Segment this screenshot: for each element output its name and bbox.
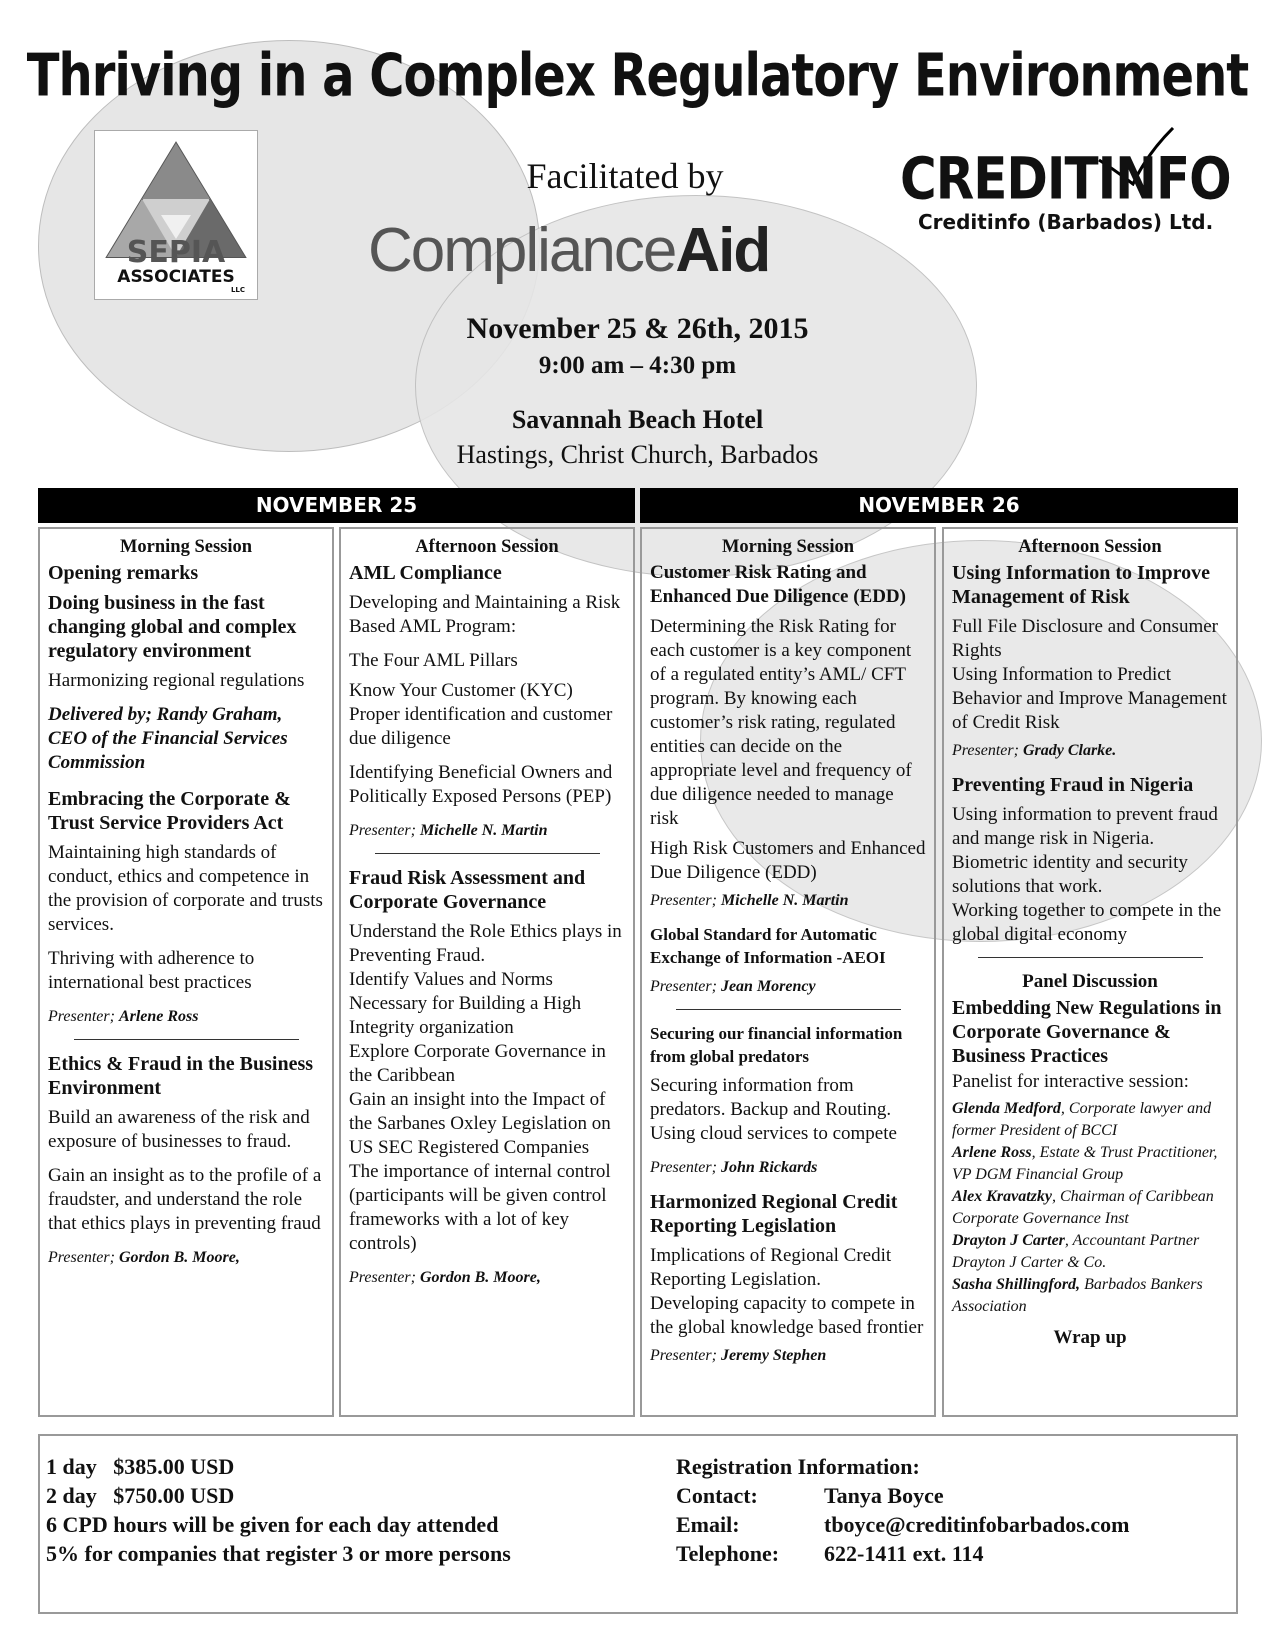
presenter-name: Jeremy Stephen <box>720 1347 827 1364</box>
topic-description: Developing and Maintaining a Risk Based AML Program: <box>349 592 621 637</box>
creditinfo-subtitle: Creditinfo (Barbados) Ltd. <box>918 210 1214 234</box>
presenter-name: Grady Clarke. <box>1022 742 1117 759</box>
topic-description: Understand the Role Ethics plays in Preventing Fraud. <box>349 921 622 966</box>
divider <box>74 1039 299 1040</box>
aid-logo-word: Aid <box>675 216 770 285</box>
presenter-name: John Rickards <box>720 1159 818 1176</box>
schedule-column-nov25-afternoon <box>339 527 635 1417</box>
topic-title: Opening remarks <box>48 562 199 584</box>
day-header-nov-25: NOVEMBER 25 <box>38 488 635 523</box>
topic-description: Identifying Beneficial Owners and Politically Exposed Persons (PEP) <box>349 762 613 807</box>
presenter <box>650 1344 926 1368</box>
panelist <box>952 1230 1228 1274</box>
panelist <box>952 1098 1228 1142</box>
schedule-column-nov25-morning <box>38 527 334 1417</box>
sepia-logo-word: SEPIA <box>126 235 226 270</box>
presenter-label: Presenter; <box>952 742 1019 759</box>
topic-title: Embracing the Corporate & Trust Service Providers Act <box>48 788 291 834</box>
event-date: November 25 & 26th, 2015 <box>466 312 809 345</box>
presenter <box>952 739 1228 763</box>
panelist <box>952 1142 1228 1186</box>
panelist-role: , Chairman of Caribbean Corporate Governance Inst <box>952 1188 1214 1227</box>
footer-info-box <box>38 1434 1238 1614</box>
facilitated-by-label: Facilitated by <box>526 156 724 196</box>
panelist-role: , Estate & Trust Practitioner, VP DGM Financial Group <box>952 1144 1218 1183</box>
topic-description: Determining the Risk Rating for each customer is a key component of a regulated entity’s AML/ CFT program. By knowing each customer’s risk rating, regulated entities can decide on the appropriate level and frequency of due diligence needed to manage risk <box>650 616 912 829</box>
topic-title: Customer Risk Rating and Enhanced Due Diligence (EDD) <box>650 562 906 607</box>
phone-number: 622-1411 ext. 114 <box>824 1541 984 1566</box>
llc-logo-word: LLC <box>230 286 245 294</box>
presenter-name: Arlene Ross <box>118 1008 199 1025</box>
presenter <box>48 1246 324 1270</box>
pricing-info <box>46 1452 511 1568</box>
topic-title: Embedding New Regulations in Corporate Governance & Business Practices <box>952 997 1222 1067</box>
presenter-name: Michelle N. Martin <box>419 822 548 839</box>
contact-label: Contact: <box>676 1483 758 1508</box>
presenter <box>349 1266 625 1290</box>
email-label: Email: <box>676 1512 740 1537</box>
sepia-associates-logo <box>94 130 258 300</box>
panelist-name: Sasha Shillingford, <box>952 1276 1081 1293</box>
event-time: 9:00 am – 4:30 pm <box>538 352 737 379</box>
presenter-label: Presenter; <box>650 892 717 909</box>
delivered-by: Delivered by; Randy Graham, CEO of the Financial Services Commission <box>48 704 288 773</box>
panelist-role: Barbados Bankers Association <box>952 1276 1203 1315</box>
session-label: Afternoon Session <box>1018 537 1162 557</box>
phone-label: Telephone: <box>676 1541 780 1566</box>
presenter-label: Presenter; <box>650 978 717 995</box>
topic-description: Working together to compete in the global digital economy <box>952 900 1222 945</box>
presenter-name: Michelle N. Martin <box>720 892 849 909</box>
session-label: Afternoon Session <box>415 537 559 557</box>
presenter-label: Presenter; <box>48 1008 115 1025</box>
topic-description: Harmonizing regional regulations <box>48 670 305 691</box>
topic-description: Explore Corporate Governance in the Caribbean <box>349 1041 606 1086</box>
presenter-name: Gordon B. Moore, <box>419 1269 541 1286</box>
panelist-name: Drayton J Carter <box>952 1232 1065 1249</box>
topic-description: Biometric identity and security solutions that work. <box>952 852 1188 897</box>
presenter-label: Presenter; <box>349 822 416 839</box>
presenter-label: Presenter; <box>48 1249 115 1266</box>
topic-description: Gain an insight as to the profile of a fraudster, and understand the role that ethics plays in preventing fraud <box>48 1165 322 1234</box>
compliance-logo-word: Compliance <box>368 216 676 285</box>
panelist <box>952 1274 1228 1318</box>
topic-description: Using information to prevent fraud and mange risk in Nigeria. <box>952 804 1218 849</box>
topic-description: The Four AML Pillars <box>349 650 518 671</box>
panelist-name: Glenda Medford <box>952 1100 1061 1117</box>
presenter <box>650 975 926 999</box>
topic-description: Full File Disclosure and Consumer Rights <box>952 616 1218 661</box>
associates-logo-word: ASSOCIATES <box>117 267 235 287</box>
topic-title: AML Compliance <box>349 562 502 584</box>
topic-title: Securing our financial information from global predators <box>650 1024 903 1066</box>
presenter <box>650 1156 926 1180</box>
topic-description: Know Your Customer (KYC) Proper identification and customer due diligence <box>349 680 613 749</box>
topic-description: Identify Values and Norms Necessary for Building a High Integrity organization <box>349 969 582 1038</box>
divider <box>978 957 1203 958</box>
topic-description: Securing information from predators. Backup and Routing. Using cloud services to compete <box>650 1075 897 1144</box>
topic-title: Fraud Risk Assessment and Corporate Governance <box>349 867 586 913</box>
panelist-role: , Accountant Partner Drayton J Carter & Co. <box>952 1232 1200 1271</box>
presenter-label: Presenter; <box>650 1347 717 1364</box>
email-link[interactable]: tboyce@creditinfobarbados.com <box>824 1512 1130 1537</box>
registration-heading: Registration Information: <box>676 1454 920 1479</box>
creditinfo-logo <box>900 145 1231 234</box>
email-row <box>676 1510 1129 1539</box>
presenter <box>349 819 625 843</box>
divider <box>676 1009 901 1010</box>
price-two-day: 2 day $750.00 USD <box>46 1483 235 1508</box>
panelist-name: Alex Kravatzky <box>952 1188 1052 1205</box>
presenter <box>48 1005 324 1029</box>
topic-title: Ethics & Fraud in the Business Environment <box>48 1053 314 1099</box>
panelist <box>952 1186 1228 1230</box>
presenter-label: Presenter; <box>650 1159 717 1176</box>
contact-name: Tanya Boyce <box>824 1483 944 1508</box>
panel-discussion-label: Panel Discussion <box>1022 971 1158 992</box>
presenter-name: Jean Morency <box>720 978 816 995</box>
presenter-label: Presenter; <box>349 1269 416 1286</box>
price-one-day: 1 day $385.00 USD <box>46 1454 235 1479</box>
topic-title: Doing business in the fast changing global and complex regulatory environment <box>48 592 297 662</box>
topic-description: Developing capacity to compete in the global knowledge based frontier <box>650 1293 924 1338</box>
session-label: Morning Session <box>119 537 253 557</box>
topic-title: Preventing Fraud in Nigeria <box>952 774 1194 796</box>
topic-title: Harmonized Regional Credit Reporting Legislation <box>650 1191 898 1237</box>
schedule-column-nov26-morning <box>640 527 936 1417</box>
topic-description: Thriving with adherence to international best practices <box>48 948 255 993</box>
wrap-up-label: Wrap up <box>1053 1327 1127 1348</box>
event-location: Hastings, Christ Church, Barbados <box>456 440 819 469</box>
presenter-name: Gordon B. Moore, <box>118 1249 240 1266</box>
group-discount-note: 5% for companies that register 3 or more persons <box>46 1541 511 1566</box>
divider <box>375 853 600 854</box>
session-label: Morning Session <box>721 537 855 557</box>
topic-title: Global Standard for Automatic Exchange of Information -AEOI <box>650 925 886 967</box>
phone-row <box>676 1539 1129 1568</box>
creditinfo-logo-word: CREDITINFO <box>900 145 1231 213</box>
topic-description: The importance of internal control (participants will be given control frameworks with a lot of key controls) <box>349 1161 611 1254</box>
topic-description: Build an awareness of the risk and exposure of businesses to fraud. <box>48 1107 310 1152</box>
topic-description: High Risk Customers and Enhanced Due Diligence (EDD) <box>650 838 926 883</box>
topic-description: Panelist for interactive session: <box>952 1071 1189 1092</box>
topic-title: Using Information to Improve Management of Risk <box>952 562 1210 608</box>
complianceaid-logo <box>368 215 848 286</box>
cpd-hours-note: 6 CPD hours will be given for each day attended <box>46 1512 499 1537</box>
day-header-nov-26: NOVEMBER 26 <box>640 488 1238 523</box>
event-venue: Savannah Beach Hotel <box>511 405 764 434</box>
topic-description: Maintaining high standards of conduct, ethics and competence in the provision of corporate and trusts services. <box>48 842 323 935</box>
page-title: Thriving in a Complex Regulatory Environment <box>26 42 1249 111</box>
panelist-name: Arlene Ross <box>952 1144 1032 1161</box>
topic-description: Using Information to Predict Behavior and Improve Management of Credit Risk <box>952 664 1227 733</box>
topic-description: Implications of Regional Credit Reporting Legislation. <box>650 1245 892 1290</box>
presenter <box>650 889 926 913</box>
topic-description: Gain an insight into the Impact of the Sarbanes Oxley Legislation on US SEC Registered Companies <box>349 1089 611 1158</box>
registration-info <box>676 1452 1129 1568</box>
schedule-column-nov26-afternoon <box>942 527 1238 1417</box>
panelist-role: , Corporate lawyer and former President of BCCI <box>952 1100 1212 1139</box>
contact-row <box>676 1481 1129 1510</box>
